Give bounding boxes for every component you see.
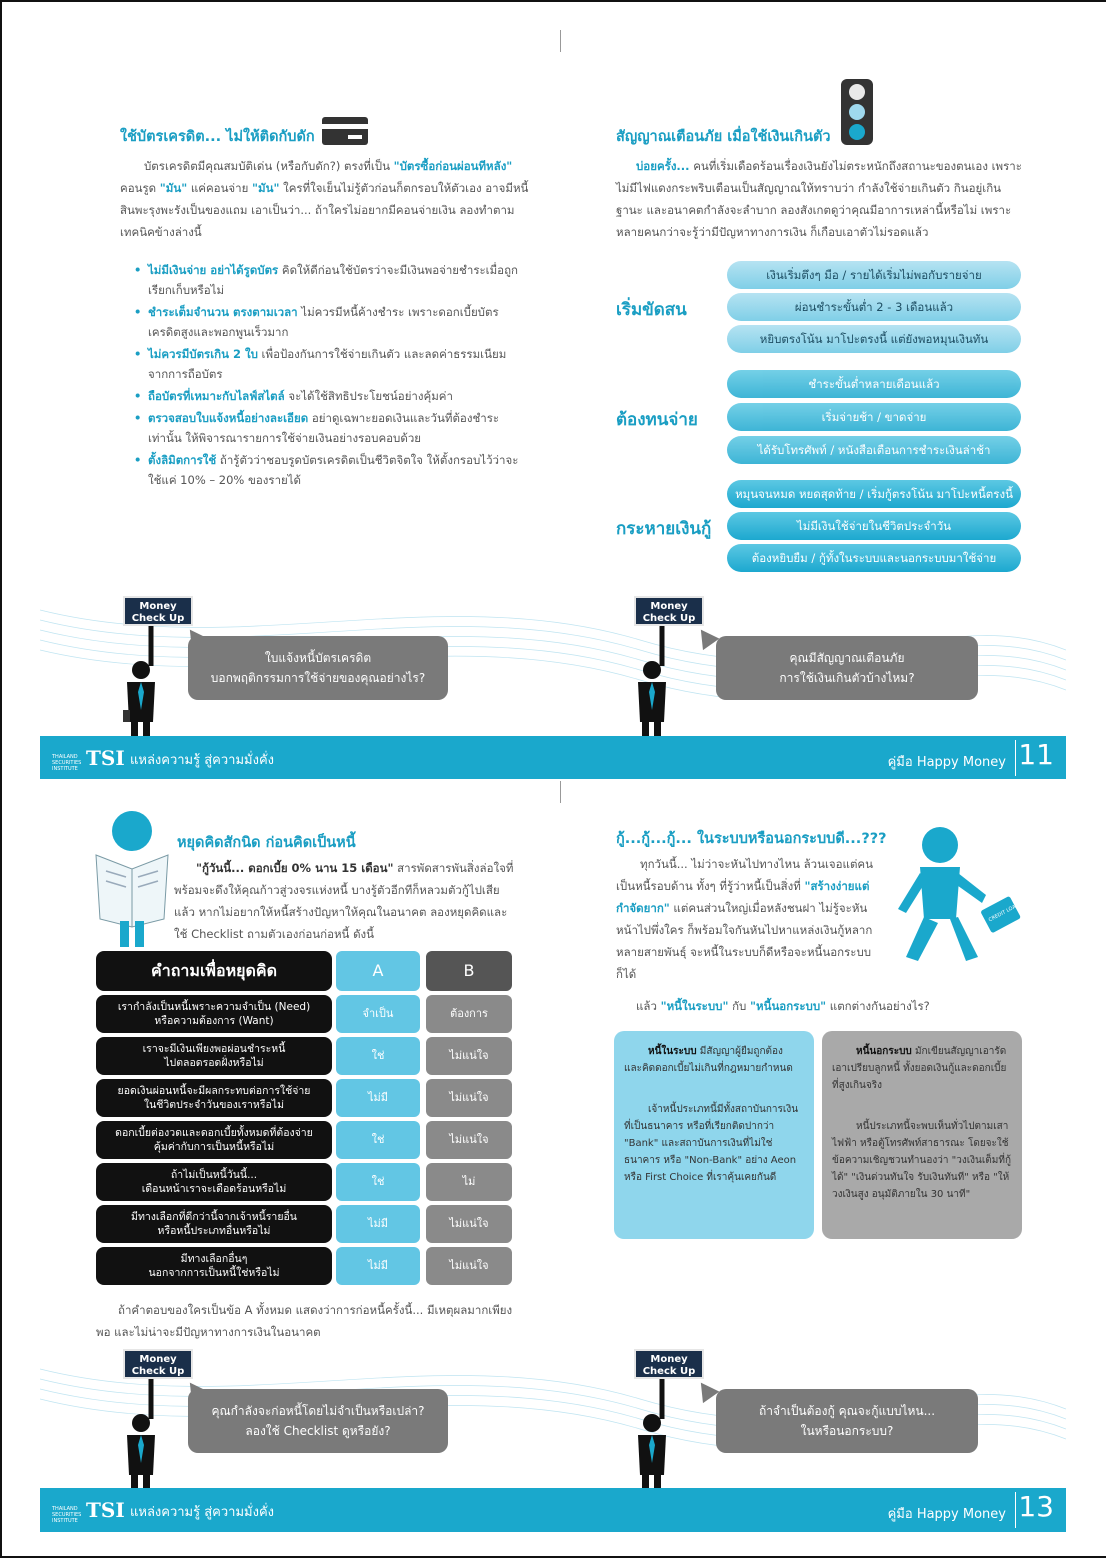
credit-card-intro: บัตรเครดิตมีคุณสมบัติเด่น (หรือกับดัก?) ตรงที่เป็น "บัตรซื้อก่อนผ่อนทีหลัง" คอนรูด "มัน" แค่คอนจ่าย "มัน" ใครที่ใจเย็นไม่รู้ตัวก่อนก็ตกรอบให้ตัวเอง อาจมีหนี้สินพะรุงพะรังเป็นของแถม เอาเป็นว่า... ถ้าใครไม่อยากมีคอนจ่ายเงิน ลองทำตามเทคนิคข้างล่างนี้ [120,159,529,239]
warning-pill: เงินเริ่มตึงๆ มือ / รายได้เริ่มไม่พอกับรายจ่าย [727,261,1021,289]
speech-bubble: ใบแจ้งหนี้บัตรเครดิต บอกพฤติกรรมการใช้จ่ายของคุณอย่างไร? [188,636,448,700]
money-check-up-right [634,596,964,736]
warning-title: สัญญาณเตือนภัย เมื่อใช้เงินเกินตัว [616,129,831,145]
credit-card-tips [140,260,520,492]
warning-pill: หมุนจนหมด หยดสุดท้าย / เริ่มกู้ตรงโน้น มาโปะหนี้ตรงนี้ [727,480,1021,508]
list-item: • ไม่ควรมีบัตรเกิน 2 ใบ เพื่อป้องกันการใช้จ่ายเกินตัว และลดค่าธรรมเนียมจากการถือบัตร [140,344,520,384]
money-check-up-sign: Money Check Up [123,596,193,626]
speech-bubble: คุณมีสัญญาณเตือนภัย การใช้เงินเกินตัวบ้างไหม? [716,636,978,700]
credit-card-icon [320,115,370,147]
footer-slogan: แหล่งความรู้ สู่ความมั่งคั่ง [130,1505,275,1520]
page-number: 11 [1018,738,1054,771]
businessman-sign-icon [123,1379,183,1489]
warning-intro: บ่อยครั้ง... คนที่เริ่มเดือดร้อนเรื่องเงินยังไม่ตระหนักถึงสถานะของตนเอง เพราะไม่มีไฟแดงกระพริบเตือนเป็นสัญญาณให้ทราบว่า กำลังใช้จ่ายเกินตัว กินอยู่เกินฐานะ และอนาคตกำลังจะลำบาก ลองสังเกตดูว่าคุณมีอาการเหล่านี้หรือไม่ เพราะหลายคนกว่าจะรู้ว่ามีปัญหาทางการเงิน ก็เกือบเอาตัวไม่รอดแล้ว [616,159,1022,239]
stage-label: ต้องทนจ่าย [616,410,698,430]
money-check-up-left [123,1349,453,1489]
newspaper-reader-icon [92,809,172,949]
businessman-sign-icon [634,626,694,736]
footer-guide-title: คู่มือ Happy Money [887,1507,1006,1522]
money-check-up-left [123,596,453,736]
page-number: 13 [1018,1490,1054,1523]
table-header-question: คำถามเพื่อหยุดคิด [96,951,332,991]
traffic-light-icon [840,78,874,146]
speech-bubble: ถ้าจำเป็นต้องกู้ คุณจะกู้แบบไหน... ในหรือนอกระบบ? [716,1389,978,1453]
warning-pill: ผ่อนชำระขั้นต่ำ 2 - 3 เดือนแล้ว [727,293,1021,321]
stop-think-title: หยุดคิดสักนิด ก่อนคิดเป็นหนี้ [177,835,356,851]
warning-pill: เริ่มจ่ายช้า / ขาดจ่าย [727,403,1021,431]
credit-card-title: ใช้บัตรเครดิต... ไม่ให้ติดกับดัก [120,129,315,145]
list-item: • ถือบัตรที่เหมาะกับไลฟ์สไตล์ จะได้ใช้สิทธิประโยชน์อย่างคุ้มค่า [140,386,520,406]
money-check-up-sign: Money Check Up [634,1349,704,1379]
businessman-sign-icon [123,626,183,736]
stage-label: กระหายเงินกู้ [616,519,712,539]
warning-pill: ชำระขั้นต่ำหลายเดือนแล้ว [727,370,1021,398]
center-divider [560,30,561,52]
center-divider [560,781,561,803]
warning-pill: ไม่มีเงินใช้จ่ายในชีวิตประจำวัน [727,512,1021,540]
loan-intro: ทุกวันนี้... ไม่ว่าจะหันไปทางไหน ล้วนเจอแต่คนเป็นหนี้รอบด้าน ทั้งๆ ที่รู้ว่าหนี้เป็นสิ่งที่ "สร้างง่ายแต่กำจัดยาก" แต่คนส่วนใหญ่เมื่อหลังชนฝา ไม่รู้จะหันหน้าไปพึ่งใคร ก็พร้อมใจกันหันไปหาแหล่งเงินกู้หลากหลายสายพันธุ์ จะหนี้ในระบบก็ดีหรือจะหนี้นอกระบบก็ได้ [616,857,873,981]
in-system-box: หนี้ในระบบ มีสัญญาผู้ยืมถูกต้อง และคิดดอกเบี้ยไม่เกินที่กฎหมายกำหนด เจ้าหนี้ประเภทนี้มีทั้งสถาบันการเงินที่เป็นธนาคาร หรือที่เรียกติดปากว่า "Bank" และสถาบันการเงินที่ไม่ใช่ธนาคาร หรือ "Non-Bank" อย่าง Aeon หรือ First Choice ที่เราคุ้นเคยกันดี [614,1031,814,1239]
table-header-a: A [336,951,420,991]
businessman-sign-icon [634,1379,694,1489]
money-check-up-right [634,1349,964,1489]
money-check-up-sign: Money Check Up [123,1349,193,1379]
speech-bubble: คุณกำลังจะก่อหนี้โดยไม่จำเป็นหรือเปล่า? ลองใช้ Checklist ดูหรือยัง? [188,1389,448,1453]
walking-man-icon [890,823,1030,973]
list-item: • ชำระเต็มจำนวน ตรงตามเวลา ไม่ควรมีหนี้ค้างชำระ เพราะดอกเบี้ยบัตรเครดิตสูงและพอกพูนเร็วมาก [140,302,520,342]
stage-label: เริ่มขัดสน [616,300,687,320]
money-check-up-sign: Money Check Up [634,596,704,626]
page-footer [40,736,1066,779]
warning-pill: หยิบตรงโน้น มาโปะตรงนี้ แต่ยังพอหมุนเงินทัน [727,325,1021,353]
out-system-box: หนี้นอกระบบ มักเขียนสัญญาเอารัดเอาเปรียบลูกหนี้ ทั้งยอดเงินกู้และดอกเบี้ยที่สูงเกินจริง หนี้ประเภทนี้จะพบเห็นทั่วไปตามเสาไฟฟ้า หรือตู้โทรศัพท์สาธารณะ โดยจะใช้ข้อความเชิญชวนทำนองว่า "วงเงินเต็มที่กู้ได้" "เงินด่วนทันใจ รับเงินทันที" หรือ "ให้วงเงินสูง อนุมัติภายใน 30 นาที" [822,1031,1022,1239]
tsi-logo: THAILAND SECURITIES INSTITUTE TSI [52,746,125,772]
warning-pill: ได้รับโทรศัพท์ / หนังสือเตือนการชำระเงินล่าช้า [727,436,1021,464]
table-header-b: B [426,951,512,991]
tsi-logo: THAILAND SECURITIES INSTITUTE TSI [52,1498,125,1524]
footer-guide-title: คู่มือ Happy Money [887,755,1006,770]
page-footer [40,1488,1066,1532]
loan-question: แล้ว "หนี้ในระบบ" กับ "หนี้นอกระบบ" แตกต่างกันอย่างไร? [636,999,930,1013]
page-13: หยุดคิดสักนิด ก่อนคิดเป็นหนี้ "กู้วันนี้... ดอกเบี้ย 0% นาน 15 เดือน" สารพัดสารพันสิ่งล่อใจที่พร้อมจะดึงให้คุณก้าวสู่วงจรแห่งหนี้ บางรู้ตัวอีกทีก็หลวมตัวกู้ไปเสียแล้ว หากไม่อยากให้หนี้สร้างปัญหาให้คุณในอนาคต ลองหยุดคิดและใช้ Checklist ถามตัวเองก่อนก่อหนี้ ดังนี้ คำถามเพื่อหยุดคิด A B เรากำลังเป็นหนี้เพราะความจำเป็น (Need) หรือความต้องการ (Want) จำเป็น ต้องการ เราจะมีเงินเพียงพอผ่อนชำระหนี้ ไปตลอดรอดฝั่งหรือไม่ ใช่ ไม่แน่ใจ ยอดเงินผ่อนหนี้จะมีผลกระทบต่อการใช้จ่าย ในชีวิตประจำวันของเราหรือไม่ ไม่มี ไม่แน่ใจ ดอกเบี้ยต่องวดและดอกเบี้ยทั้งหมดที่ต้องจ่าย คุ้มค่ากับการเป็นหนี้หรือไม่ ใช่ ไม่แน่ใจ ถ้าไม่เป็นหนี้วันนี้... เดือนหน้าเราจะเดือดร้อนหรือไม่ ใช่ ไม่ มีทางเลือกที่ดีกว่านี้จากเจ้าหนี้รายอื่น หรือหนี้ประเภทอื่นหรือไม่ ไม่มี ไม่แน่ใจ มีทางเลือกอื่นๆ นอกจากการเป็นหนี้ใช่หรือไม่ ไม่มี ไม่แน่ใจ ถ้าคำตอบของใครเป็นข้อ A ทั้งหมด แสดงว่าการก่อหนี้ครั้งนี้... มีเหตุผลมากเพียงพอ และไม่น่าจะมีปัญหาทางการเงินในอนาคต กู้...กู้...กู้... ในระบบหรือนอกระบบดี...??? CREDIT LOAN ทุกวันนี้... ไม่ว่าจะหันไปทางไหน ล้วนเจอแต่คนเป็นหนี้รอบด้าน ทั้งๆ ที่รู้ว่าหนี้เป็นสิ่งที่ "สร้างง่ายแต่กำจัดยาก" แต่คนส่วนใหญ่เมื่อหลังชนฝา ไม่รู้จะหันหน้าไปพึ่งใคร ก็พร้อมใจกันหันไปหาแหล่งเงินกู้หลากหลายสายพันธุ์ จะหนี้ในระบบก็ดีหรือจะหนี้นอกระบบก็ได้ แล้ว "หนี้ในระบบ" กับ "หนี้นอกระบบ" แตกต่างกันอย่างไร? หนี้ในระบบ มีสัญญาผู้ยืมถูกต้อง และคิดดอกเบี้ยไม่เกินที่กฎหมายกำหนด เจ้าหนี้ประเภทนี้มีทั้งสถาบันการเงินที่เป็นธนาคาร หรือที่เรียกติดปากว่า "Bank" และสถาบันการเงินที่ไม่ใช่ธนาคาร หรือ "Non-Bank" อย่าง Aeon หรือ First Choice ที่เราคุ้นเคยกันดี หนี้นอกระบบ มักเขียนสัญญาเอารัดเอาเปรียบลูกหนี้ ทั้งยอดเงินกู้และดอกเบี้ยที่สูงเกินจริง หนี้ประเภทนี้จะพบเห็นทั่วไปตามเสาไฟฟ้า หรือตู้โทรศัพท์สาธารณะ โดยจะใช้ข้อความเชิญชวนทำนองว่า "วงเงินเต็มที่กู้ได้" "เงินด่วนทันใจ รับเงินทันที" หรือ "ให้วงเงินสูง อนุมัติภายใน 30 นาที" Money Check Up คุณกำลังจะก่อหนี้โดยไม่จำเป็นหรือเปล่า? ลองใช้ Checklist ดูหรือยัง? Money Check Up ถ้าจำเป็นต้องกู้ คุณจะกู้แบบไหน... ในหรือนอกระบบ? THAILAND SECURITIES INSTITUTE TSI แหล่งความรู้ สู่ความมั่งคั่ง คู่มือ Happy Money 13 [0,779,1106,1558]
list-item: • ตั้งลิมิตการใช้ ถ้ารู้ตัวว่าชอบรูดบัตรเครดิตเป็นชีวิตจิตใจ ให้ตั้งกรอบไว้ว่าจะใช้แค่ 10% – 20% ของรายได้ [140,450,520,490]
checklist-outro: ถ้าคำตอบของใครเป็นข้อ A ทั้งหมด แสดงว่าการก่อหนี้ครั้งนี้... มีเหตุผลมากเพียงพอ และไม่น่าจะมีปัญหาทางการเงินในอนาคต [96,1303,513,1339]
list-item: • ไม่มีเงินจ่าย อย่าได้รูดบัตร คิดให้ดีก่อนใช้บัตรว่าจะมีเงินพอจ่ายชำระเมื่อถูกเรียกเก็บหรือไม่ [140,260,520,300]
warning-pill: ต้องหยิบยืม / กู้ทั้งในระบบและนอกระบบมาใช้จ่าย [727,544,1021,572]
stop-think-intro: "กู้วันนี้... ดอกเบี้ย 0% นาน 15 เดือน" สารพัดสารพันสิ่งล่อใจที่พร้อมจะดึงให้คุณก้าวสู่วงจรแห่งหนี้ บางรู้ตัวอีกทีก็หลวมตัวกู้ไปเสียแล้ว หากไม่อยากให้หนี้สร้างปัญหาให้คุณในอนาคต ลองหยุดคิดและใช้ Checklist ถามตัวเองก่อนก่อหนี้ ดังนี้ [174,861,514,941]
briefcase-label: CREDIT LOAN [987,902,1021,924]
footer-divider [1015,1492,1016,1528]
footer-slogan: แหล่งความรู้ สู่ความมั่งคั่ง [130,753,275,768]
list-item: • ตรวจสอบใบแจ้งหนี้อย่างละเอียด อย่าดูเฉพาะยอดเงินและวันที่ต้องชำระเท่านั้น ให้พิจารณารายการใช้จ่ายเงินอย่างรอบคอบด้วย [140,408,520,448]
footer-divider [1015,740,1016,776]
loan-title: กู้...กู้...กู้... ในระบบหรือนอกระบบดี...??? [616,831,887,847]
